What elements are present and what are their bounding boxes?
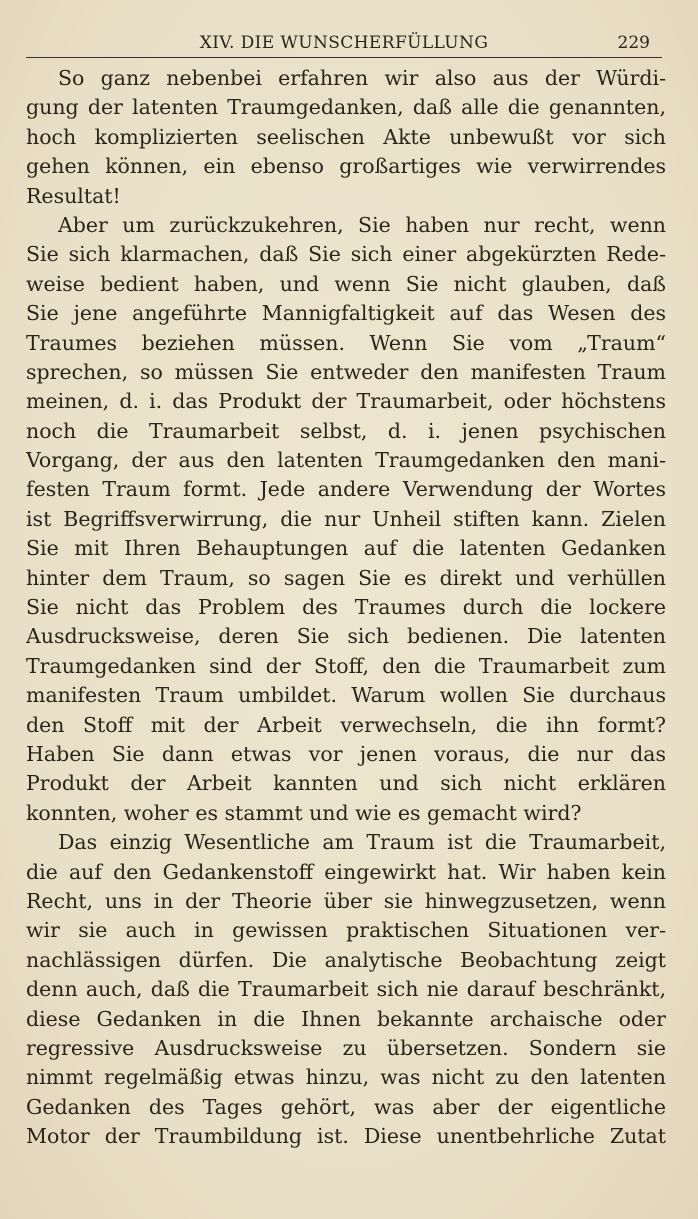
text-line: Haben Sie dann etwas vor jenen voraus, die nur das xyxy=(26,741,666,766)
text-line: Traumes beziehen müssen. Wenn Sie vom „Traum“ xyxy=(26,330,666,355)
text-line: nachlässigen dürfen. Die analytische Beobachtung zeigt xyxy=(26,947,666,972)
text-line: hoch komplizierten seelischen Akte unbewußt vor sich xyxy=(26,124,666,149)
text-line: wir sie auch in gewissen praktischen Situationen ver- xyxy=(26,918,666,943)
text-line: Produkt der Arbeit kannten und sich nicht erklären xyxy=(26,771,666,796)
text-line: So ganz nebenbei erfahren wir also aus der Würdi- xyxy=(58,66,666,90)
text-line: Vorgang, der aus den latenten Traumgedanken den mani- xyxy=(26,448,666,473)
text-line: regressive Ausdrucksweise zu übersetzen. Sondern sie xyxy=(26,1035,666,1060)
text-line: nimmt regelmäßig etwas hinzu, was nicht zu den latenten xyxy=(26,1065,666,1090)
text-line: Aber um zurückzukehren, Sie haben nur recht, wenn xyxy=(58,212,666,237)
text-line: konnten, woher es stammt und wie es gemacht wird? xyxy=(26,800,582,825)
page-header xyxy=(26,32,662,58)
text-line: festen Traum formt. Jede andere Verwendung der Wortes xyxy=(26,477,666,502)
text-line: gung der latenten Traumgedanken, daß alle die genannten, xyxy=(26,95,666,120)
page-number: 229 xyxy=(617,33,650,53)
text-line: sprechen, so müssen Sie entweder den manifesten Traum xyxy=(26,359,666,384)
text-line: gehen können, ein ebenso großartiges wie verwirrendes xyxy=(26,154,666,179)
text-line: ist Begriffsverwirrung, die nur Unheil stiften kann. Zielen xyxy=(26,506,666,531)
text-line: hinter dem Traum, so sagen Sie es direkt und verhüllen xyxy=(26,565,666,590)
text-line: Gedanken des Tages gehört, was aber der eigentliche xyxy=(26,1094,666,1119)
text-line: noch die Traumarbeit selbst, d. i. jenen psychischen xyxy=(26,418,666,443)
text-line: denn auch, daß die Traumarbeit sich nie darauf beschränkt, xyxy=(26,977,666,1002)
text-line: manifesten Traum umbildet. Warum wollen Sie durchaus xyxy=(26,683,666,708)
text-line: die auf den Gedankenstoff eingewirkt hat. Wir haben kein xyxy=(26,859,666,884)
text-line: Resultat! xyxy=(26,183,121,208)
text-line: diese Gedanken in die Ihnen bekannte archaische oder xyxy=(26,1006,666,1031)
text-line: meinen, d. i. das Produkt der Traumarbeit, oder höchstens xyxy=(26,389,666,414)
text-line: Das einzig Wesentliche am Traum ist die Traumarbeit, xyxy=(58,830,666,855)
text-line: Sie sich klarmachen, daß Sie sich einer abgekürzten Rede- xyxy=(26,242,666,267)
text-line: weise bedient haben, und wenn Sie nicht glauben, daß xyxy=(26,271,666,296)
text-line: Sie jene angeführte Mannigfaltigkeit auf das Wesen des xyxy=(26,301,666,326)
text-line: Traumgedanken sind der Stoff, den die Traumarbeit zum xyxy=(26,653,666,678)
text-line: Sie nicht das Problem des Traumes durch die lockere xyxy=(26,595,666,620)
text-line: Motor der Traumbildung ist. Diese unentbehrliche Zutat xyxy=(26,1124,666,1149)
text-line: Sie mit Ihren Behauptungen auf die latenten Gedanken xyxy=(26,536,666,561)
header-rule xyxy=(26,57,662,58)
text-line: Ausdrucksweise, deren Sie sich bedienen. Die latenten xyxy=(26,624,666,649)
text-line: den Stoff mit der Arbeit verwechseln, die ihn formt? xyxy=(26,712,666,737)
text-line: Recht, uns in der Theorie über sie hinwegzusetzen, wenn xyxy=(26,888,666,913)
running-head: XIV. DIE WUNSCHERFÜLLUNG xyxy=(199,33,489,53)
body-text xyxy=(26,64,666,1151)
